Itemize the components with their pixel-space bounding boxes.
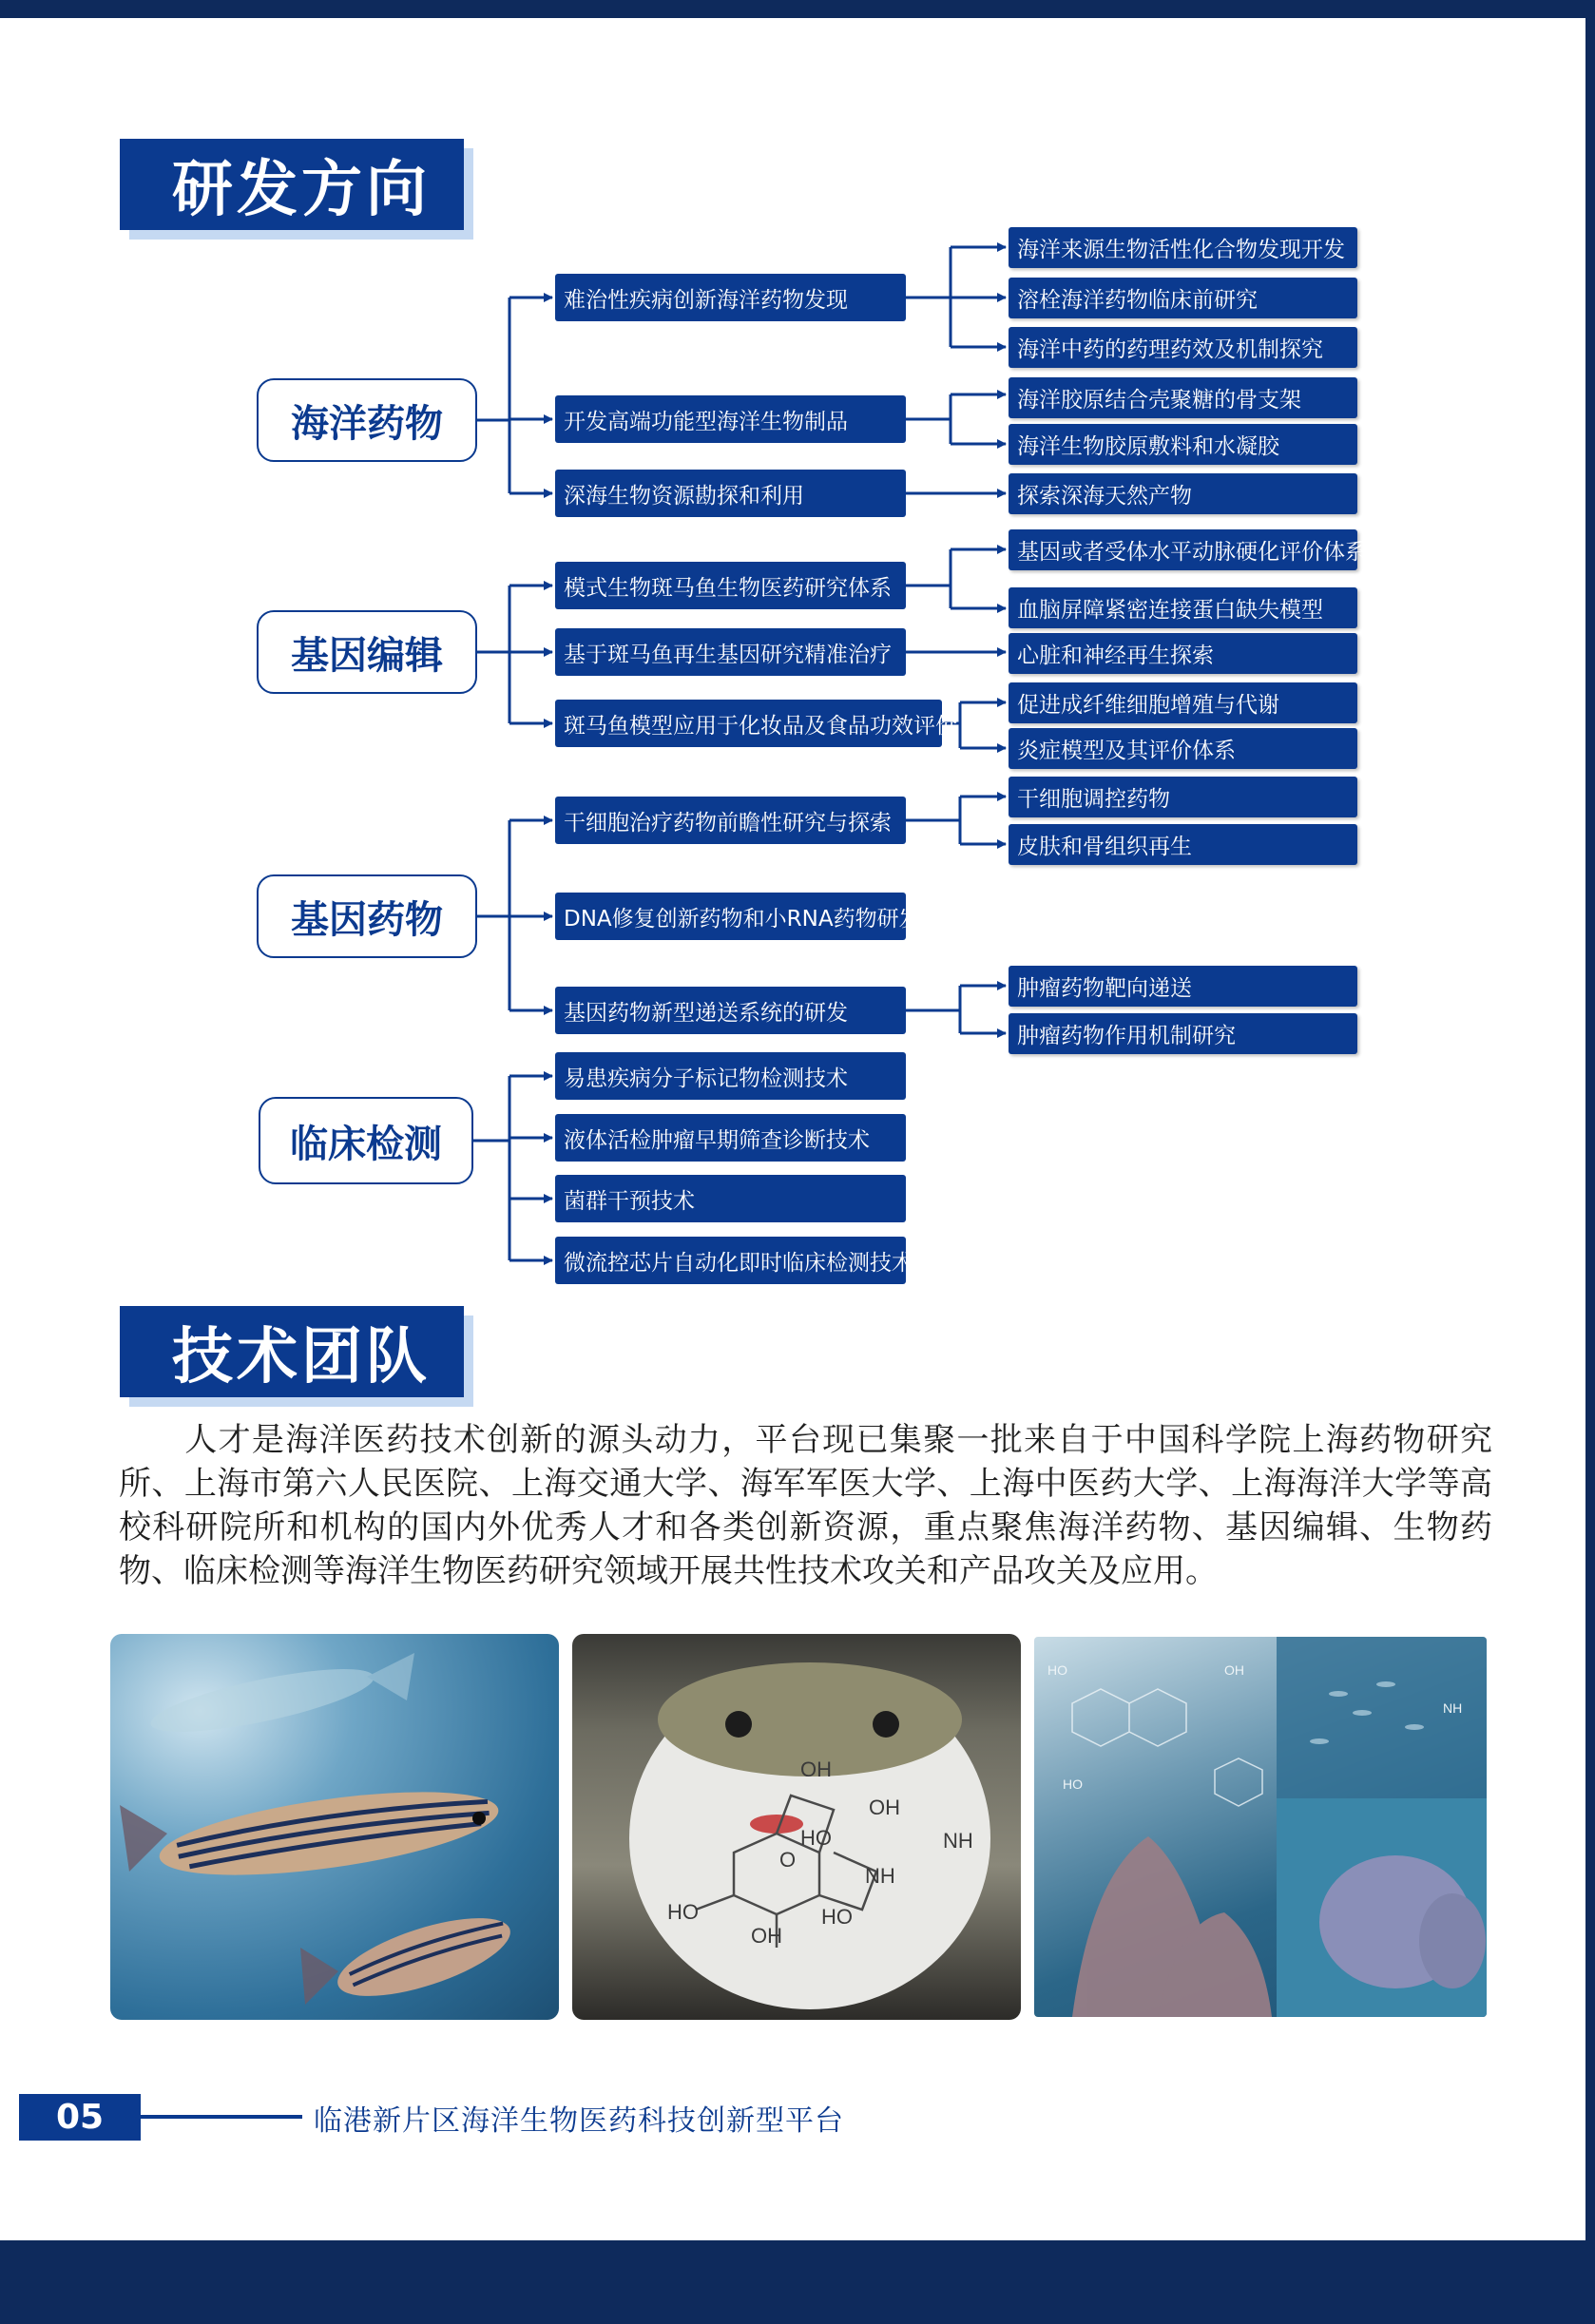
leaf-node: 海洋生物胶原敷料和水凝胶 [1009,424,1357,465]
category-gene-drugs: 基因药物 [257,874,477,958]
leaf-node: 海洋来源生物活性化合物发现开发 [1009,227,1357,268]
chem-label: OH [869,1796,900,1819]
leaf-node: 干细胞调控药物 [1009,777,1357,817]
page-number: 05 [19,2094,141,2141]
branch-node: 液体活检肿瘤早期筛查诊断技术 [555,1114,906,1162]
zebrafish-photo [110,1634,559,2020]
leaf-node: 血脑屏障紧密连接蛋白缺失模型 [1009,587,1357,628]
chem-label: NH [943,1829,973,1853]
branch-node: 易患疾病分子标记物检测技术 [555,1052,906,1100]
leaf-node: 心脏和神经再生探索 [1009,633,1357,674]
footer-divider [141,2115,302,2119]
bottom-border [0,2240,1595,2324]
leaf-node: 探索深海天然产物 [1009,473,1357,514]
team-paragraph-text: 人才是海洋医药技术创新的源头动力，平台现已集聚一批来自于中国科学院上海药物研究所、上海市第六人民医院、上海交通大学、海军军医大学、上海中医药大学、上海海洋大学等高校科研院所和机构的国内外优秀人才和各类创新资源，重点聚焦海洋药物、基因编辑、生物药物、临床检测等海洋生物医药研究领域开展共性技术攻关和产品攻关及应用。 [119,1421,1492,1590]
leaf-node: 肿瘤药物作用机制研究 [1009,1013,1357,1054]
category-gene-editing: 基因编辑 [257,610,477,694]
marine-collage-photo [1034,1637,1487,2017]
leaf-node: 海洋胶原结合壳聚糖的骨支架 [1009,377,1357,418]
team-paragraph [119,1418,1492,1593]
leaf-node: 皮肤和骨组织再生 [1009,824,1357,865]
section-title-team: 技术团队 [120,1306,464,1397]
branch-node: 开发高端功能型海洋生物制品 [555,395,906,443]
marine-collage-illustration [1034,1637,1487,2017]
chem-label: NH [1443,1700,1463,1716]
chem-label: O [779,1848,797,1872]
chem-label: OH [800,1757,832,1781]
leaf-node: 基因或者受体水平动脉硬化评价体系 [1009,529,1357,570]
branch-node: 微流控芯片自动化即时临床检测技术 [555,1237,906,1284]
chem-label: OH [751,1924,782,1948]
chem-label: HO [1063,1777,1083,1792]
branch-node: 深海生物资源勘探和利用 [555,470,906,517]
branch-node: 干细胞治疗药物前瞻性研究与探索 [555,797,906,844]
branch-node: DNA修复创新药物和小RNA药物研发 [555,893,906,940]
chem-label: HO [667,1900,699,1924]
section-title-rd: 研发方向 [120,139,464,230]
leaf-node: 炎症模型及其评价体系 [1009,728,1357,769]
pufferfish-illustration [572,1634,1021,2020]
chem-label: HO [800,1826,832,1850]
pufferfish-photo [572,1634,1021,2020]
footer-platform-name: 临港新片区海洋生物医药科技创新型平台 [314,2103,844,2138]
category-marine-drugs: 海洋药物 [257,378,477,462]
chem-label: NH [865,1864,895,1888]
branch-node: 难治性疾病创新海洋药物发现 [555,274,906,321]
leaf-node: 溶栓海洋药物临床前研究 [1009,278,1357,318]
branch-node: 基于斑马鱼再生基因研究精准治疗 [555,628,906,676]
branch-node: 基因药物新型递送系统的研发 [555,987,906,1034]
chem-label: HO [1047,1662,1067,1678]
category-clinical-testing: 临床检测 [259,1097,473,1184]
chem-label: HO [821,1905,853,1929]
branch-node: 模式生物斑马鱼生物医药研究体系 [555,562,906,609]
chem-label: OH [1224,1662,1244,1678]
leaf-node: 海洋中药的药理药效及机制探究 [1009,327,1357,368]
branch-node: 斑马鱼模型应用于化妆品及食品功效评价 [555,700,942,747]
leaf-node: 促进成纤维细胞增殖与代谢 [1009,682,1357,723]
leaf-node: 肿瘤药物靶向递送 [1009,966,1357,1007]
zebrafish-illustration [110,1634,559,2020]
branch-node: 菌群干预技术 [555,1175,906,1222]
